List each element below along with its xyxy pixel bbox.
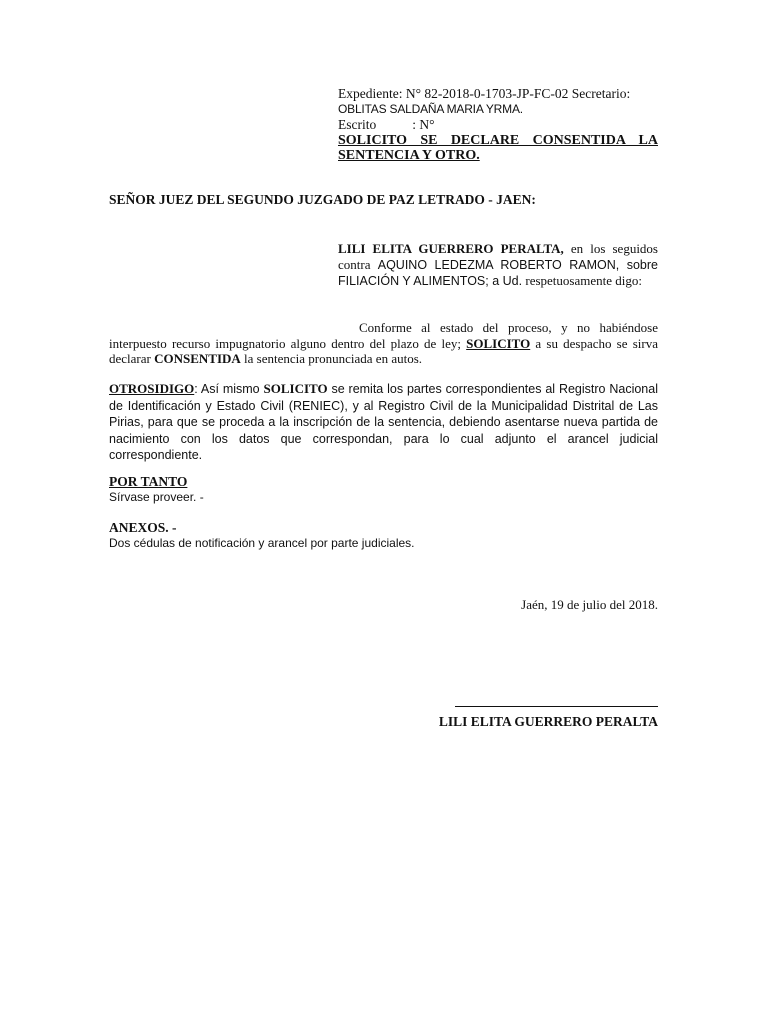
escrito-value: : N° (412, 117, 435, 132)
otrosidigo-paragraph (109, 381, 658, 464)
signature-name: LILI ELITA GUERRERO PERALTA (438, 714, 658, 729)
petitioner-text-3: respetuosamente digo: (522, 273, 642, 288)
anexos-text: Dos cédulas de notificación y arancel por parte judiciales. (109, 536, 415, 550)
por-tanto-text: Sírvase proveer. - (109, 490, 204, 504)
p1-part-2: a su despacho se sirva declarar (109, 335, 658, 366)
expediente-line: Expediente: N° 82-2018-0-1703-JP-FC-02 Secretario: (338, 86, 631, 101)
p2-solicito: SOLICITO (263, 381, 328, 396)
por-tanto-title: POR TANTO (109, 474, 188, 489)
petitioner-text-1: en los seguidos contra (338, 241, 658, 272)
p2-otrosidigo: OTROSIDIGO (109, 381, 195, 396)
case-header (338, 86, 658, 164)
main-request-paragraph (109, 320, 658, 367)
p1-part-3: la sentencia pronunciada en autos. (240, 351, 423, 366)
p2-part-1: : Así mismo (194, 382, 264, 396)
petitioner-block (338, 241, 658, 290)
secretario-name: OBLITAS SALDAÑA MARIA YRMA. (338, 101, 523, 116)
signature-line (455, 706, 658, 707)
anexos-title: ANEXOS. - (109, 520, 177, 535)
p1-consentida: CONSENTIDA (154, 351, 241, 366)
escrito-label: Escrito (338, 117, 377, 132)
p1-solicito: SOLICITO (466, 335, 531, 351)
p2-part-2: se remita los partes correspondientes al Registro Nacional de Identificación y Estado Civil (RENIEC), y al Registro Civil de la Municipalidad Distrital de Las Pirias, para que se proceda a la inscripción de la sentencia, debiendo asentarse nueva partida de nacimiento con los datos que correspondan, para lo cual adjunto el arancel judicial correspondiente. (109, 382, 658, 462)
date-line: Jaén, 19 de julio del 2018. (521, 597, 658, 612)
petitioner-name: LILI ELITA GUERRERO PERALTA, (338, 241, 564, 256)
judge-salutation: SEÑOR JUEZ DEL SEGUNDO JUZGADO DE PAZ LETRADO - JAEN: (109, 192, 536, 207)
petitioner-text-2: AQUINO LEDEZMA ROBERTO RAMON, sobre FILIACIÓN Y ALIMENTOS; a Ud. (338, 257, 658, 288)
p1-part-1: Conforme al estado del proceso, y no habiéndose interpuesto recurso impugnatorio alguno dentro del plazo de ley; (109, 320, 658, 351)
escrito-line (338, 117, 658, 133)
document-subject: SOLICITO SE DECLARE CONSENTIDA LA SENTENCIA Y OTRO. (338, 132, 658, 163)
